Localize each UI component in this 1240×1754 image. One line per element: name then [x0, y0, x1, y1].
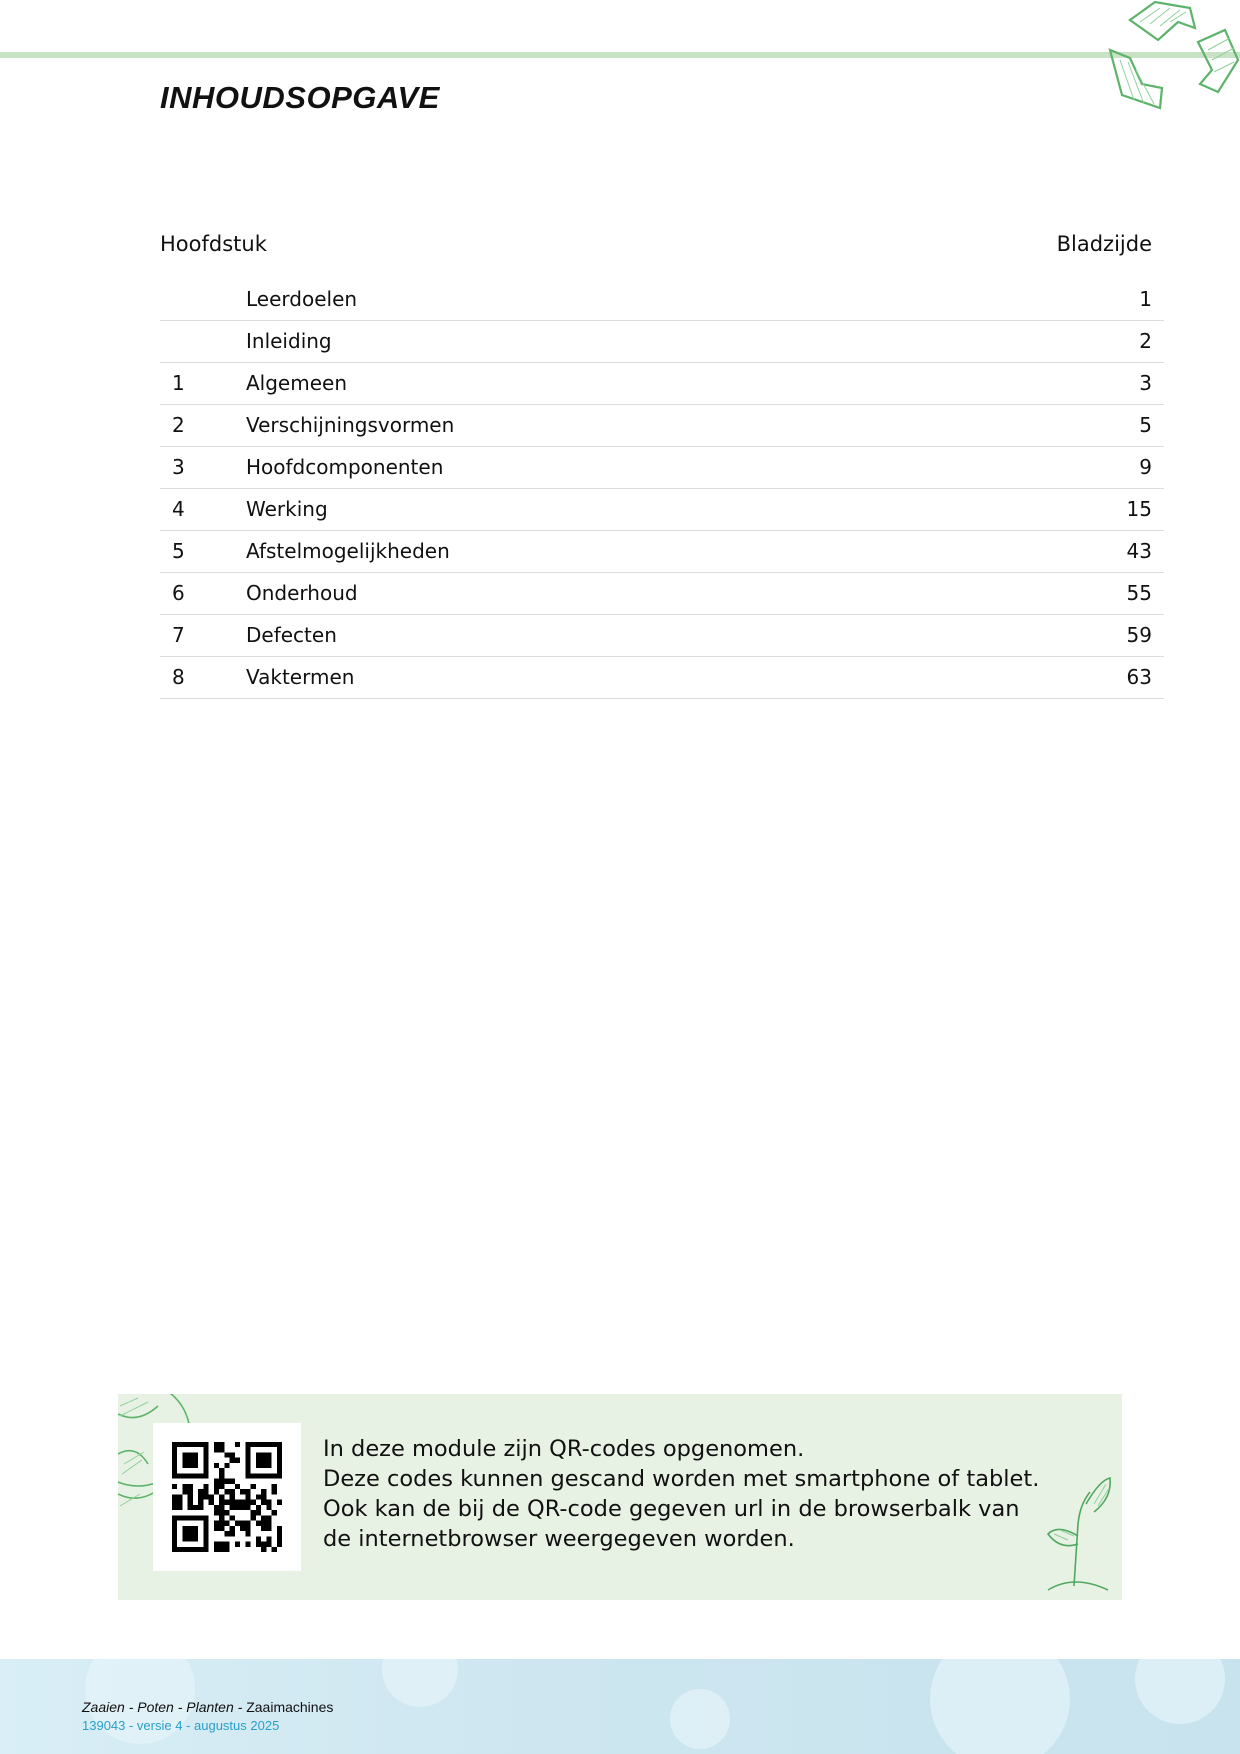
toc-chapter-title: Werking — [246, 497, 328, 521]
toc-chapter-number: 6 — [172, 581, 185, 605]
recycle-icon — [1100, 0, 1240, 118]
toc-chapter-title: Inleiding — [246, 329, 332, 353]
toc-chapter-number: 2 — [172, 413, 185, 437]
toc-row[interactable] — [160, 615, 1164, 657]
toc-row[interactable] — [160, 321, 1164, 363]
qr-info-line: Ook kan de bij de QR-code gegeven url in de browserbalk van — [323, 1496, 1020, 1522]
toc-chapter-number: 5 — [172, 539, 185, 563]
toc-page-number: 5 — [1139, 413, 1152, 437]
toc-chapter-title: Onderhoud — [246, 581, 358, 605]
sprout-icon — [1038, 1474, 1118, 1596]
header-rule — [0, 52, 1240, 58]
toc-page-number: 59 — [1126, 623, 1152, 647]
toc-page-number: 43 — [1126, 539, 1152, 563]
qr-info-text — [323, 1434, 1043, 1554]
toc-chapter-title: Leerdoelen — [246, 287, 358, 311]
footer-title — [82, 1699, 333, 1715]
toc-chapter-title: Algemeen — [246, 371, 348, 395]
toc-row[interactable] — [160, 447, 1164, 489]
toc-chapter-title: Vaktermen — [246, 665, 355, 689]
toc-row[interactable] — [160, 489, 1164, 531]
toc-header-page: Bladzijde — [1056, 232, 1152, 256]
qr-info-line: In deze module zijn QR-codes opgenomen. — [323, 1436, 805, 1462]
toc-row[interactable] — [160, 363, 1164, 405]
toc-chapter-number: 8 — [172, 665, 185, 689]
qr-code-frame — [153, 1423, 301, 1571]
toc-page-number: 1 — [1139, 287, 1152, 311]
toc-header-chapter: Hoofdstuk — [160, 232, 267, 256]
toc-page-number: 63 — [1126, 665, 1152, 689]
table-of-contents — [160, 279, 1164, 699]
toc-chapter-title: Verschijningsvormen — [246, 413, 455, 437]
toc-row[interactable] — [160, 531, 1164, 573]
toc-row[interactable] — [160, 405, 1164, 447]
toc-page-number: 3 — [1139, 371, 1152, 395]
qr-info-line: de internetbrowser weergegeven worden. — [323, 1526, 795, 1552]
qr-info-panel — [118, 1394, 1122, 1600]
toc-chapter-number: 1 — [172, 371, 185, 395]
toc-chapter-title: Defecten — [246, 623, 337, 647]
toc-page-number: 15 — [1126, 497, 1152, 521]
toc-page-number: 55 — [1126, 581, 1152, 605]
toc-chapter-title: Afstelmogelijkheden — [246, 539, 450, 563]
footer-title-italic: Zaaien - Poten - Planten - — [82, 1699, 247, 1715]
toc-page-number: 2 — [1139, 329, 1152, 353]
toc-chapter-number: 4 — [172, 497, 185, 521]
footer-version: 139043 - versie 4 - augustus 2025 — [82, 1718, 280, 1733]
toc-chapter-title: Hoofdcomponenten — [246, 455, 444, 479]
footer-title-plain: Zaaimachines — [246, 1699, 334, 1715]
toc-chapter-number: 7 — [172, 623, 185, 647]
page-title: INHOUDSOPGAVE — [160, 80, 440, 115]
toc-row[interactable] — [160, 279, 1164, 321]
toc-chapter-number: 3 — [172, 455, 185, 479]
toc-row[interactable] — [160, 657, 1164, 699]
qr-code-icon[interactable] — [172, 1442, 282, 1552]
qr-info-line: Deze codes kunnen gescand worden met smartphone of tablet. — [323, 1466, 1040, 1492]
toc-row[interactable] — [160, 573, 1164, 615]
toc-page-number: 9 — [1139, 455, 1152, 479]
